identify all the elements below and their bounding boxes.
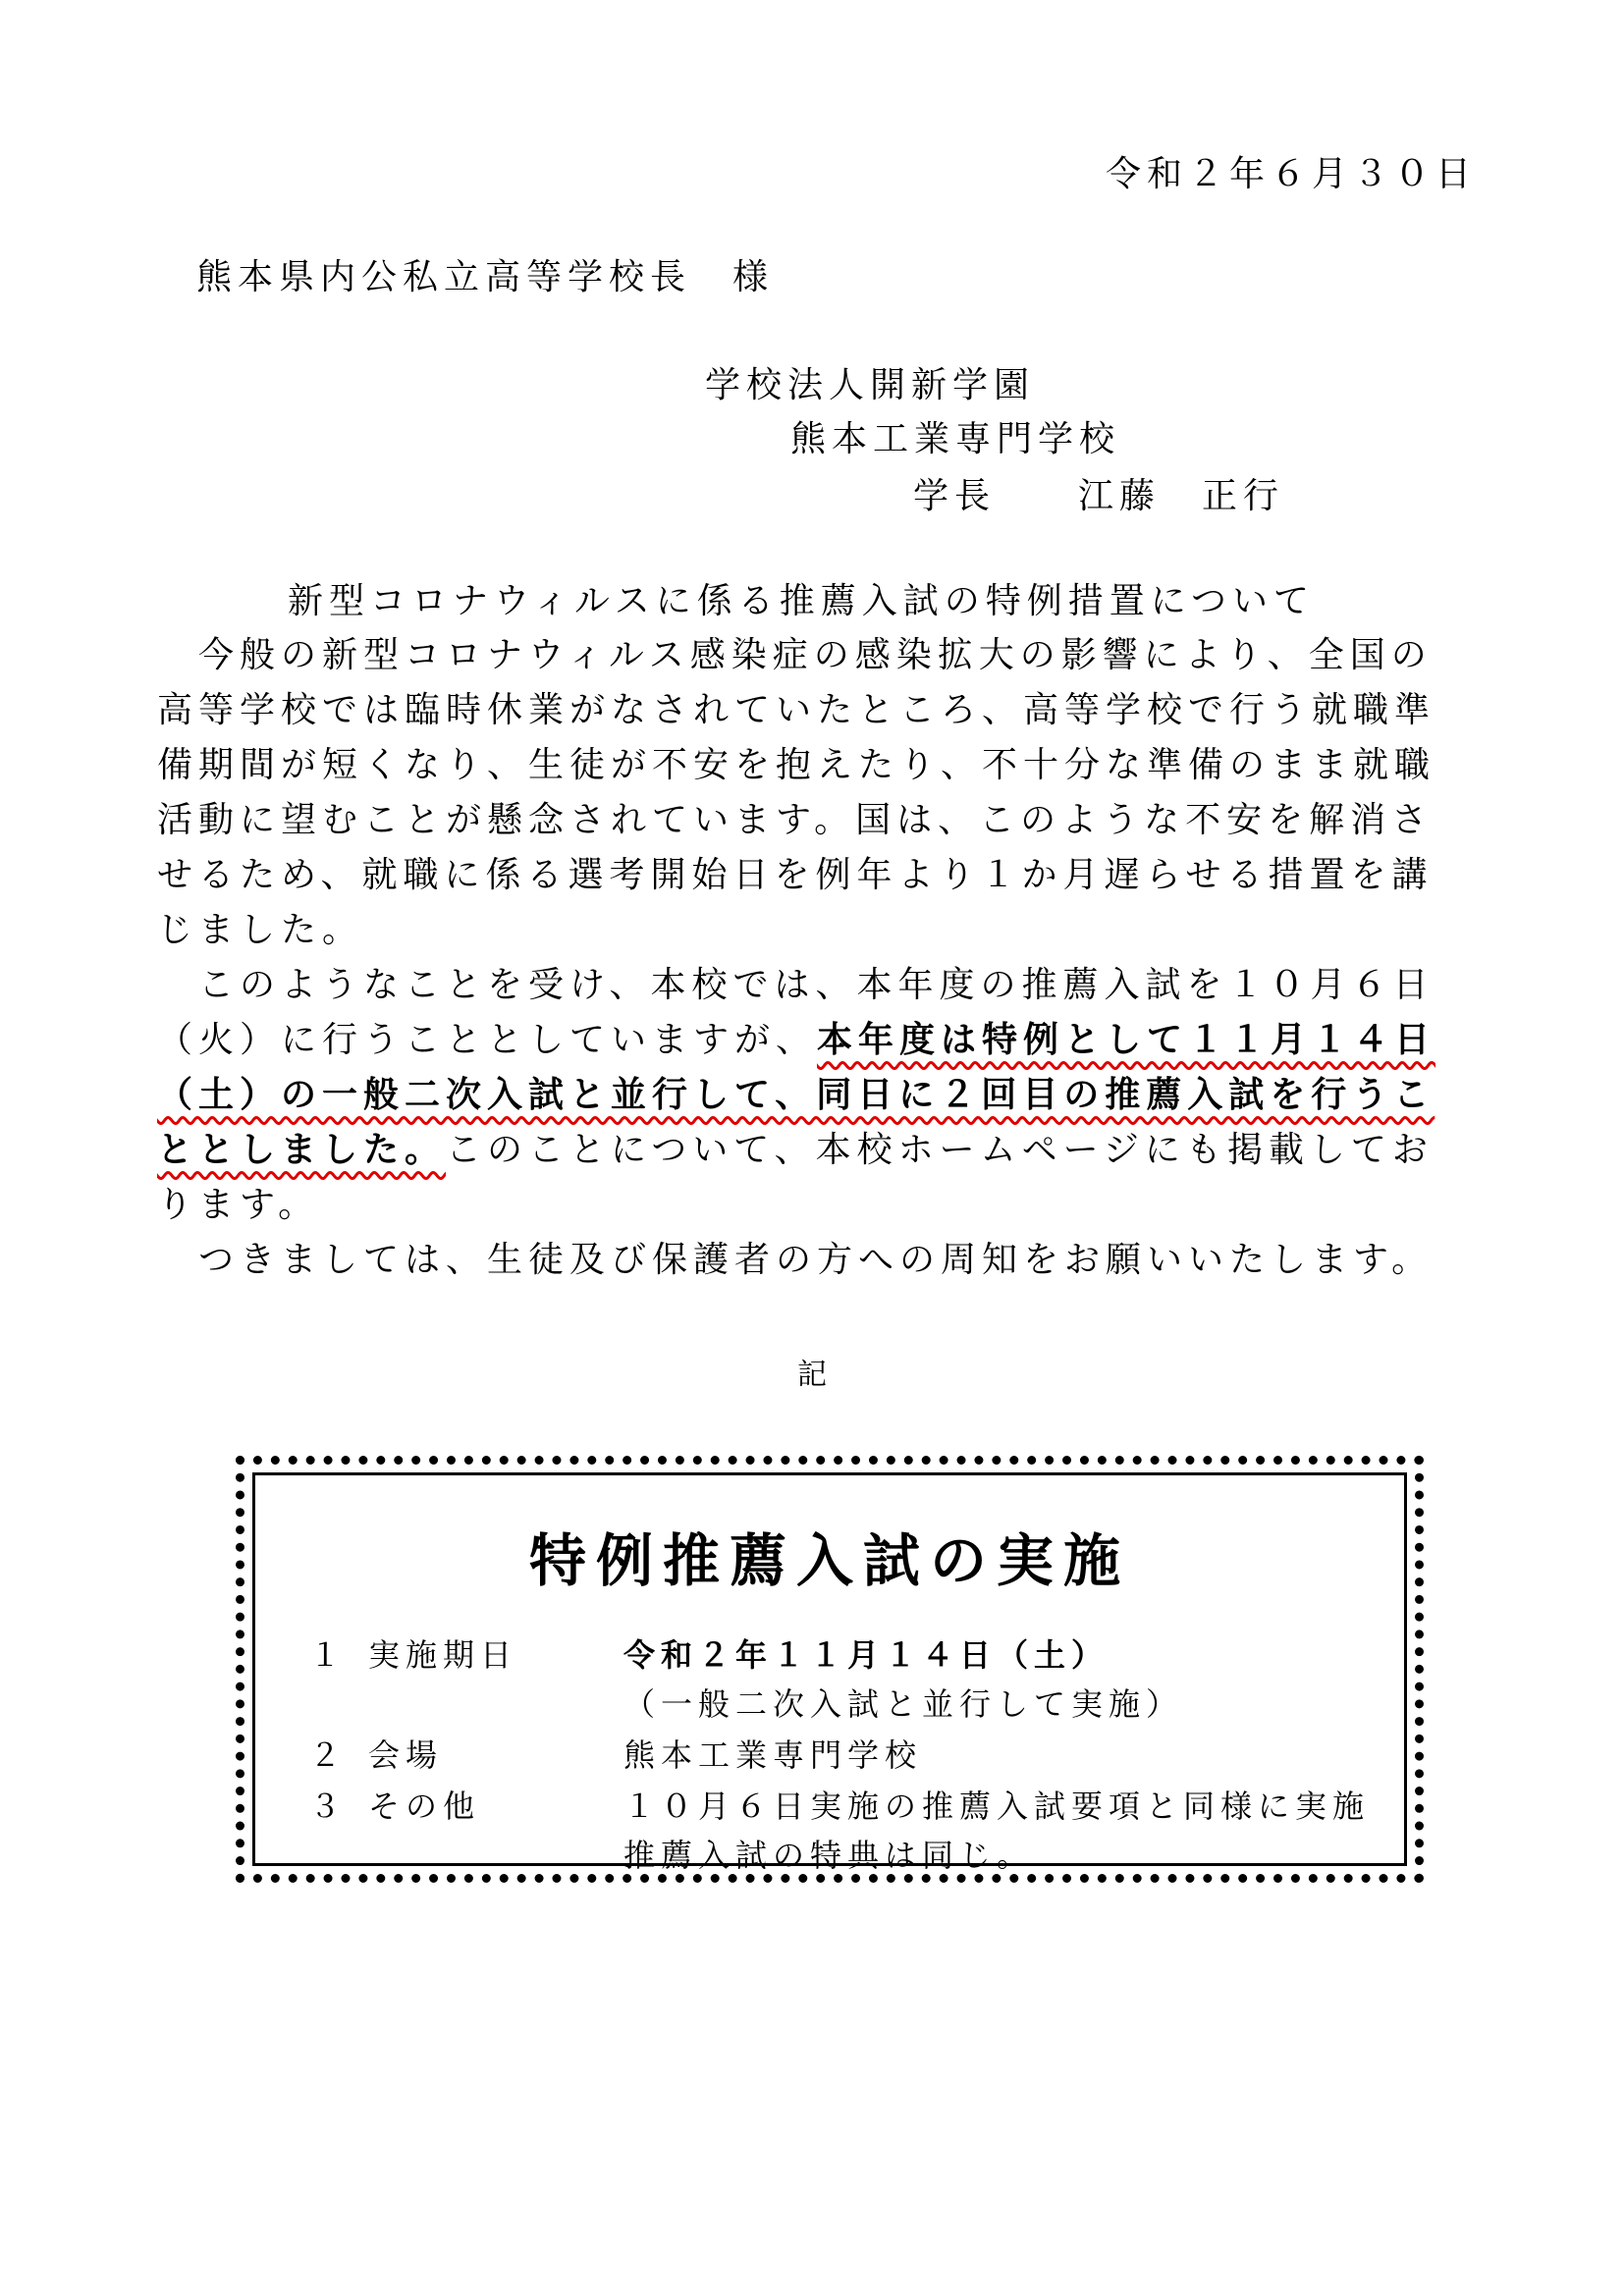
body-line: 備期間が短くなり、生徒が不安を抱えたり、不十分な準備のまま就職 (157, 745, 1436, 785)
body-line: このようなことを受け、本校では、本年度の推薦入試を１０月６日 (198, 965, 1435, 1005)
body-text-span: このことについて、本校ホームページにも掲載してお (446, 1130, 1434, 1170)
item-number: １ (309, 1636, 348, 1674)
sender-title-name: 学長 江藤 正行 (913, 476, 1285, 516)
body-line (157, 1068, 1478, 1123)
recipient: 熊本県内公私立高等学校長 様 (196, 257, 775, 297)
body-text-span: （火）に行うこととしていますが、 (157, 1020, 818, 1060)
item-value: 熊本工業専門学校 (623, 1736, 923, 1774)
highlighted-text: （土）の一般二次入試と並行して、同日に２回目の推薦入試を行うこ (157, 1075, 1435, 1115)
item-label: その他 (368, 1788, 481, 1825)
body-text (157, 628, 1478, 1288)
sender-school: 熊本工業専門学校 (790, 419, 1121, 459)
highlighted-text: ととしました。 (157, 1130, 447, 1170)
item-value: 令和２年１１月１４日（土） (623, 1636, 1110, 1674)
item-subvalue: 推薦入試の特典は同じ。 (623, 1837, 1035, 1874)
body-line: 今般の新型コロナウィルス感染症の感染拡大の影響により、全国の (198, 635, 1433, 675)
item-label: 実施期日 (368, 1636, 518, 1674)
body-line (157, 1013, 1478, 1068)
document-date: 令和２年６月３０日 (1105, 154, 1477, 194)
notice-box (236, 1456, 1424, 1883)
ki-heading: 記 (797, 1358, 827, 1392)
body-line: 活動に望むことが懸念されています。国は、このような不安を解消さ (157, 800, 1434, 840)
body-line (157, 1123, 1478, 1178)
body-line: 高等学校では臨時休業がなされていたところ、高等学校で行う就職準 (157, 690, 1436, 730)
item-label: 会場 (368, 1736, 444, 1774)
notice-title: 特例推薦入試の実施 (528, 1527, 1130, 1594)
document-subject: 新型コロナウィルスに係る推薦入試の特例措置について (288, 581, 1316, 621)
sender-organization: 学校法人開新学園 (705, 365, 1036, 405)
body-line: せるため、就職に係る選考開始日を例年より１か月遅らせる措置を講 (157, 855, 1434, 895)
body-line: ります。 (157, 1185, 320, 1225)
body-line: じました。 (157, 910, 364, 950)
item-value: １０月６日実施の推薦入試要項と同様に実施 (623, 1788, 1371, 1825)
highlighted-text: 本年度は特例として１１月１４日 (817, 1020, 1436, 1060)
body-line: つきましては、生徒及び保護者の方への周知をお願いいたします。 (198, 1240, 1434, 1280)
item-subvalue: （一般二次入試と並行して実施） (623, 1685, 1184, 1723)
item-number: ２ (309, 1736, 348, 1774)
notice-box-inner (252, 1472, 1407, 1874)
item-number: ３ (309, 1788, 348, 1825)
